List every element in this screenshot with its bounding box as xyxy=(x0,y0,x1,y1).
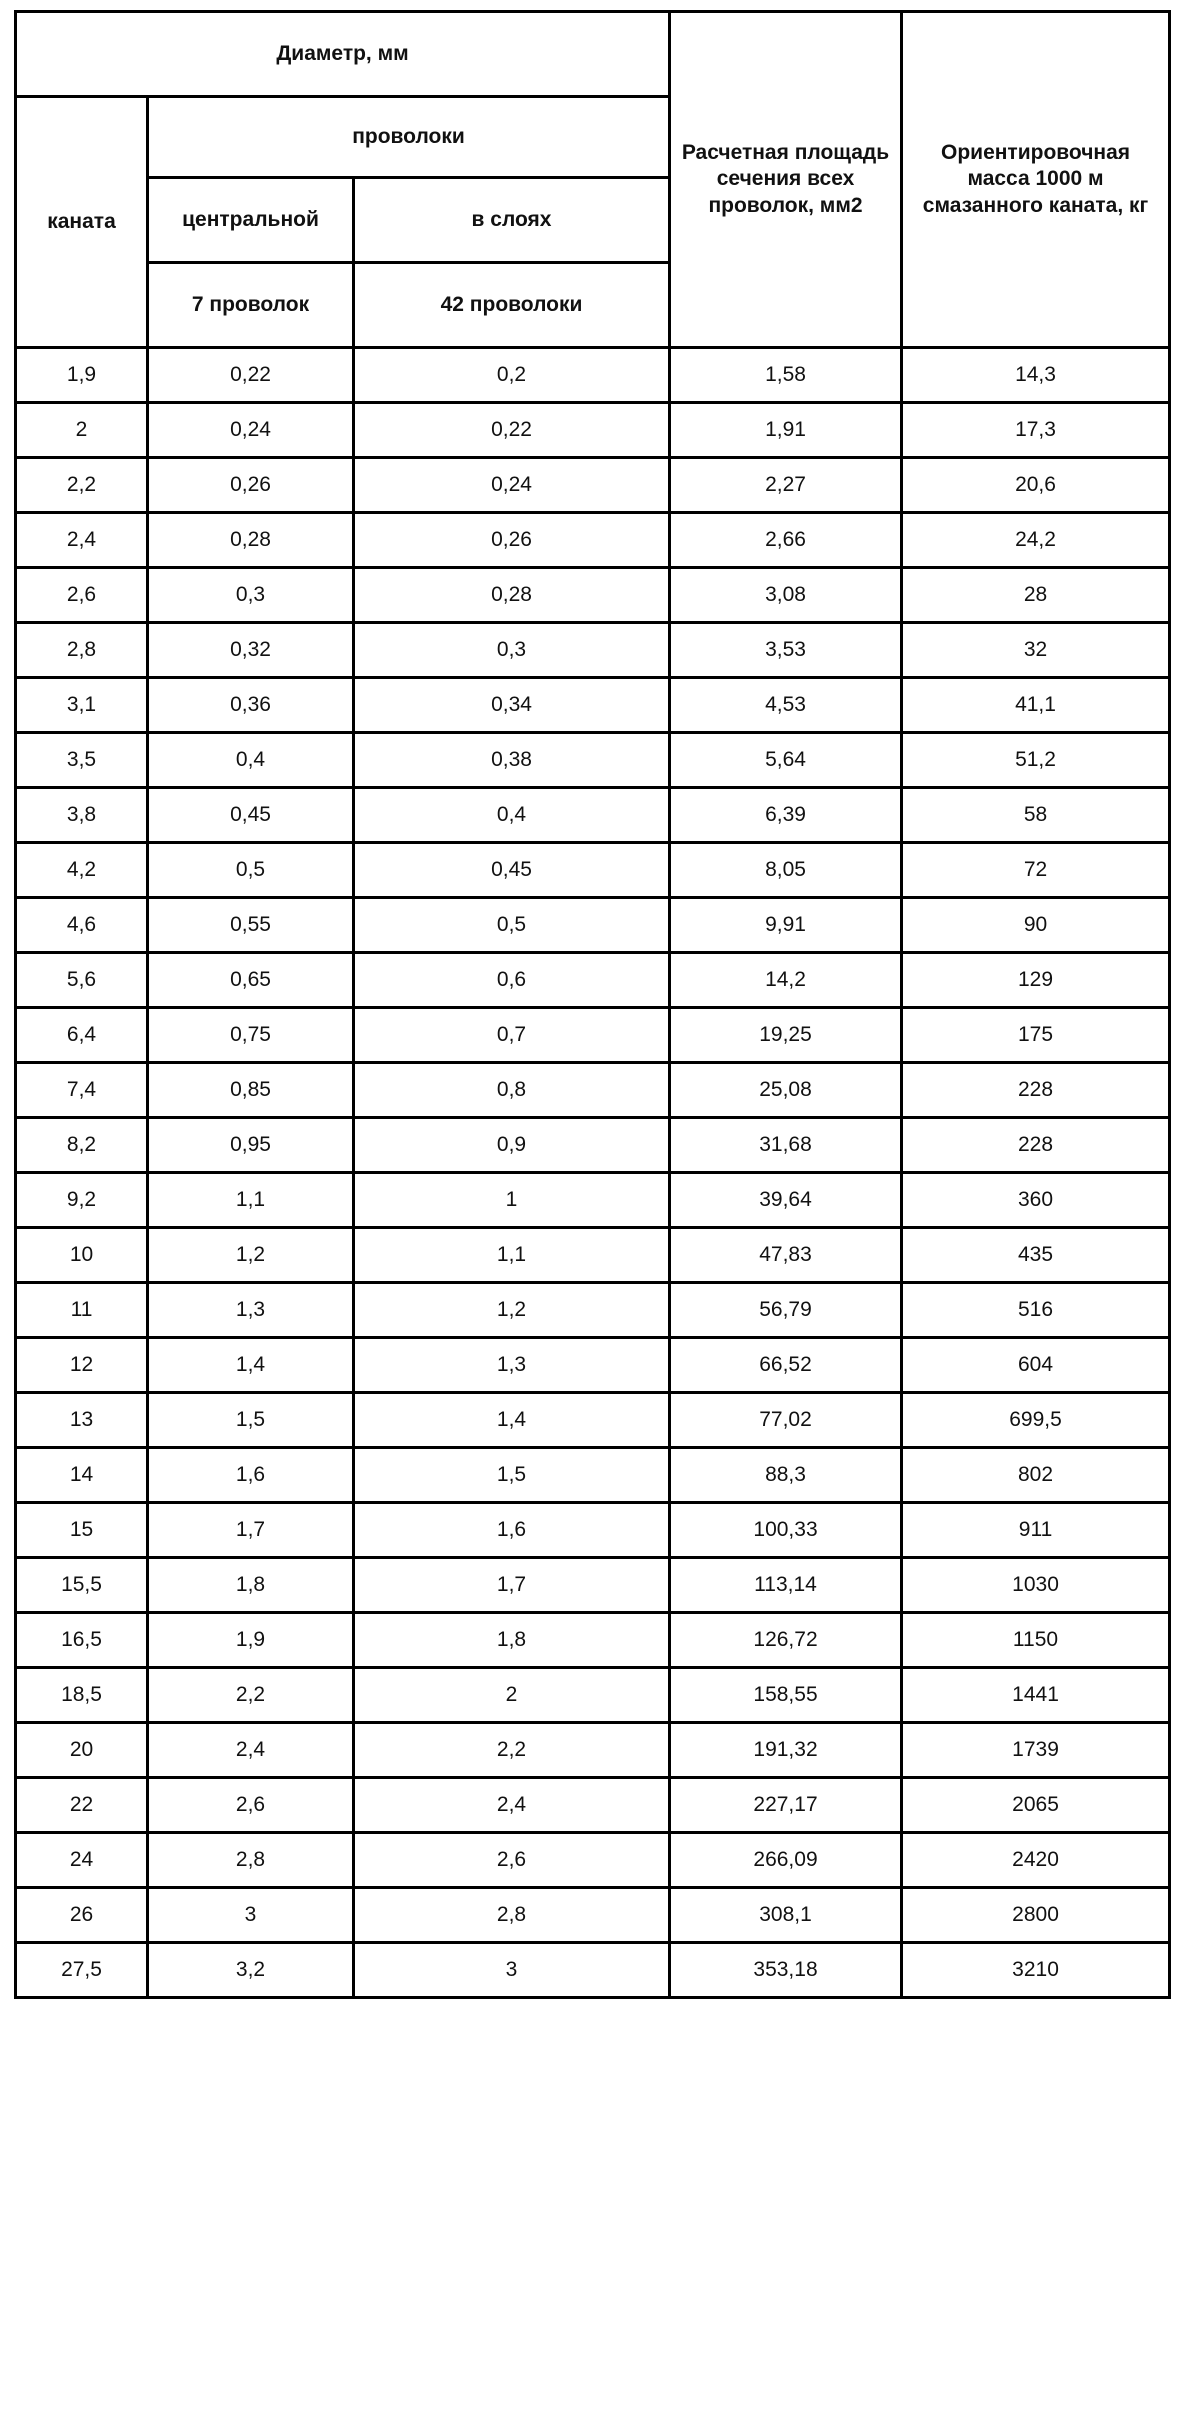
cell-central-wire: 0,24 xyxy=(148,403,354,458)
cell-layer-wire: 2,8 xyxy=(354,1888,670,1943)
header-mass: Ориентировочная масса 1000 м смазанного каната, кг xyxy=(902,12,1170,348)
cell-layer-wire: 0,5 xyxy=(354,898,670,953)
table-row xyxy=(16,1558,1170,1613)
cell-layer-wire: 0,24 xyxy=(354,458,670,513)
cell-layer-wire: 1,7 xyxy=(354,1558,670,1613)
rope-specification-table xyxy=(14,10,1171,1999)
cell-rope-diameter: 2,4 xyxy=(16,513,148,568)
cell-central-wire: 0,65 xyxy=(148,953,354,1008)
cell-mass: 14,3 xyxy=(902,348,1170,403)
cell-section-area: 31,68 xyxy=(670,1118,902,1173)
table-row xyxy=(16,1173,1170,1228)
header-diameter-group: Диаметр, мм xyxy=(16,12,670,97)
cell-layer-wire: 1,4 xyxy=(354,1393,670,1448)
cell-layer-wire: 0,6 xyxy=(354,953,670,1008)
cell-layer-wire: 1,6 xyxy=(354,1503,670,1558)
cell-rope-diameter: 24 xyxy=(16,1833,148,1888)
table-row xyxy=(16,1283,1170,1338)
cell-layer-wire: 0,38 xyxy=(354,733,670,788)
cell-rope-diameter: 18,5 xyxy=(16,1668,148,1723)
table-row xyxy=(16,348,1170,403)
cell-mass: 17,3 xyxy=(902,403,1170,458)
header-area: Расчетная площадь сечения всех проволок, мм2 xyxy=(670,12,902,348)
header-in-layers: в слоях xyxy=(354,178,670,263)
cell-central-wire: 0,4 xyxy=(148,733,354,788)
cell-layer-wire: 0,22 xyxy=(354,403,670,458)
header-wires-group: проволоки xyxy=(148,97,670,178)
cell-central-wire: 1,9 xyxy=(148,1613,354,1668)
cell-section-area: 353,18 xyxy=(670,1943,902,1998)
cell-section-area: 191,32 xyxy=(670,1723,902,1778)
cell-rope-diameter: 2,8 xyxy=(16,623,148,678)
cell-rope-diameter: 9,2 xyxy=(16,1173,148,1228)
cell-central-wire: 0,75 xyxy=(148,1008,354,1063)
cell-layer-wire: 0,8 xyxy=(354,1063,670,1118)
cell-layer-wire: 0,2 xyxy=(354,348,670,403)
cell-mass: 175 xyxy=(902,1008,1170,1063)
cell-rope-diameter: 11 xyxy=(16,1283,148,1338)
cell-central-wire: 1,2 xyxy=(148,1228,354,1283)
cell-section-area: 66,52 xyxy=(670,1338,902,1393)
cell-rope-diameter: 7,4 xyxy=(16,1063,148,1118)
cell-layer-wire: 2,4 xyxy=(354,1778,670,1833)
cell-mass: 228 xyxy=(902,1063,1170,1118)
cell-layer-wire: 0,45 xyxy=(354,843,670,898)
cell-central-wire: 2,4 xyxy=(148,1723,354,1778)
cell-central-wire: 0,5 xyxy=(148,843,354,898)
table-row xyxy=(16,953,1170,1008)
cell-section-area: 25,08 xyxy=(670,1063,902,1118)
cell-layer-wire: 0,34 xyxy=(354,678,670,733)
cell-central-wire: 0,95 xyxy=(148,1118,354,1173)
cell-central-wire: 0,55 xyxy=(148,898,354,953)
cell-central-wire: 1,4 xyxy=(148,1338,354,1393)
table-row xyxy=(16,1008,1170,1063)
cell-layer-wire: 1,8 xyxy=(354,1613,670,1668)
cell-section-area: 1,58 xyxy=(670,348,902,403)
cell-mass: 1739 xyxy=(902,1723,1170,1778)
cell-layer-wire: 0,4 xyxy=(354,788,670,843)
table-row xyxy=(16,1833,1170,1888)
cell-mass: 516 xyxy=(902,1283,1170,1338)
table-row xyxy=(16,403,1170,458)
cell-layer-wire: 1,3 xyxy=(354,1338,670,1393)
cell-central-wire: 1,7 xyxy=(148,1503,354,1558)
cell-section-area: 14,2 xyxy=(670,953,902,1008)
cell-mass: 51,2 xyxy=(902,733,1170,788)
cell-central-wire: 0,32 xyxy=(148,623,354,678)
cell-mass: 2065 xyxy=(902,1778,1170,1833)
cell-mass: 3210 xyxy=(902,1943,1170,1998)
table-body xyxy=(16,348,1170,1998)
cell-rope-diameter: 12 xyxy=(16,1338,148,1393)
cell-mass: 41,1 xyxy=(902,678,1170,733)
table-row xyxy=(16,898,1170,953)
cell-mass: 699,5 xyxy=(902,1393,1170,1448)
cell-layer-wire: 1,1 xyxy=(354,1228,670,1283)
cell-layer-wire: 0,3 xyxy=(354,623,670,678)
cell-rope-diameter: 2 xyxy=(16,403,148,458)
cell-central-wire: 0,26 xyxy=(148,458,354,513)
cell-section-area: 5,64 xyxy=(670,733,902,788)
header-central: центральной xyxy=(148,178,354,263)
cell-mass: 72 xyxy=(902,843,1170,898)
table-row xyxy=(16,1448,1170,1503)
table-row xyxy=(16,1778,1170,1833)
cell-rope-diameter: 3,5 xyxy=(16,733,148,788)
cell-mass: 1441 xyxy=(902,1668,1170,1723)
table-row xyxy=(16,1228,1170,1283)
cell-rope-diameter: 1,9 xyxy=(16,348,148,403)
cell-layer-wire: 1,5 xyxy=(354,1448,670,1503)
cell-rope-diameter: 15,5 xyxy=(16,1558,148,1613)
cell-central-wire: 0,36 xyxy=(148,678,354,733)
cell-layer-wire: 1,2 xyxy=(354,1283,670,1338)
cell-rope-diameter: 5,6 xyxy=(16,953,148,1008)
cell-rope-diameter: 6,4 xyxy=(16,1008,148,1063)
table-row xyxy=(16,458,1170,513)
table-row xyxy=(16,623,1170,678)
cell-section-area: 3,53 xyxy=(670,623,902,678)
cell-section-area: 56,79 xyxy=(670,1283,902,1338)
cell-central-wire: 3 xyxy=(148,1888,354,1943)
cell-mass: 228 xyxy=(902,1118,1170,1173)
cell-section-area: 266,09 xyxy=(670,1833,902,1888)
cell-section-area: 4,53 xyxy=(670,678,902,733)
header-central-count: 7 проволок xyxy=(148,263,354,348)
cell-rope-diameter: 4,2 xyxy=(16,843,148,898)
cell-mass: 129 xyxy=(902,953,1170,1008)
header-layers-count: 42 проволоки xyxy=(354,263,670,348)
cell-layer-wire: 0,26 xyxy=(354,513,670,568)
table-row xyxy=(16,1888,1170,1943)
cell-section-area: 2,27 xyxy=(670,458,902,513)
cell-mass: 802 xyxy=(902,1448,1170,1503)
cell-mass: 435 xyxy=(902,1228,1170,1283)
table-row xyxy=(16,678,1170,733)
cell-rope-diameter: 14 xyxy=(16,1448,148,1503)
cell-section-area: 2,66 xyxy=(670,513,902,568)
cell-layer-wire: 1 xyxy=(354,1173,670,1228)
cell-layer-wire: 2 xyxy=(354,1668,670,1723)
cell-section-area: 1,91 xyxy=(670,403,902,458)
cell-section-area: 88,3 xyxy=(670,1448,902,1503)
table-row xyxy=(16,1943,1170,1998)
cell-central-wire: 0,28 xyxy=(148,513,354,568)
table-row xyxy=(16,788,1170,843)
cell-section-area: 6,39 xyxy=(670,788,902,843)
cell-central-wire: 0,45 xyxy=(148,788,354,843)
cell-section-area: 77,02 xyxy=(670,1393,902,1448)
cell-section-area: 3,08 xyxy=(670,568,902,623)
cell-section-area: 308,1 xyxy=(670,1888,902,1943)
cell-layer-wire: 0,28 xyxy=(354,568,670,623)
cell-rope-diameter: 8,2 xyxy=(16,1118,148,1173)
cell-mass: 2420 xyxy=(902,1833,1170,1888)
cell-central-wire: 2,6 xyxy=(148,1778,354,1833)
cell-central-wire: 1,5 xyxy=(148,1393,354,1448)
cell-mass: 2800 xyxy=(902,1888,1170,1943)
cell-central-wire: 1,3 xyxy=(148,1283,354,1338)
cell-rope-diameter: 3,8 xyxy=(16,788,148,843)
cell-mass: 20,6 xyxy=(902,458,1170,513)
cell-mass: 1150 xyxy=(902,1613,1170,1668)
cell-layer-wire: 0,9 xyxy=(354,1118,670,1173)
table-row xyxy=(16,1118,1170,1173)
cell-rope-diameter: 2,2 xyxy=(16,458,148,513)
cell-layer-wire: 3 xyxy=(354,1943,670,1998)
cell-central-wire: 1,1 xyxy=(148,1173,354,1228)
cell-section-area: 19,25 xyxy=(670,1008,902,1063)
cell-rope-diameter: 16,5 xyxy=(16,1613,148,1668)
table-row xyxy=(16,733,1170,788)
cell-rope-diameter: 3,1 xyxy=(16,678,148,733)
cell-section-area: 227,17 xyxy=(670,1778,902,1833)
cell-mass: 360 xyxy=(902,1173,1170,1228)
table-header xyxy=(16,12,1170,348)
cell-rope-diameter: 20 xyxy=(16,1723,148,1778)
cell-mass: 32 xyxy=(902,623,1170,678)
cell-section-area: 9,91 xyxy=(670,898,902,953)
header-row-1 xyxy=(16,12,1170,97)
cell-rope-diameter: 22 xyxy=(16,1778,148,1833)
cell-central-wire: 0,3 xyxy=(148,568,354,623)
cell-mass: 24,2 xyxy=(902,513,1170,568)
cell-rope-diameter: 27,5 xyxy=(16,1943,148,1998)
cell-rope-diameter: 13 xyxy=(16,1393,148,1448)
cell-central-wire: 0,85 xyxy=(148,1063,354,1118)
cell-central-wire: 0,22 xyxy=(148,348,354,403)
cell-layer-wire: 0,7 xyxy=(354,1008,670,1063)
table-row xyxy=(16,843,1170,898)
cell-central-wire: 1,6 xyxy=(148,1448,354,1503)
cell-rope-diameter: 15 xyxy=(16,1503,148,1558)
cell-rope-diameter: 4,6 xyxy=(16,898,148,953)
cell-mass: 1030 xyxy=(902,1558,1170,1613)
header-rope: каната xyxy=(16,97,148,348)
table-row xyxy=(16,1393,1170,1448)
cell-section-area: 100,33 xyxy=(670,1503,902,1558)
cell-central-wire: 2,2 xyxy=(148,1668,354,1723)
cell-section-area: 126,72 xyxy=(670,1613,902,1668)
table-row xyxy=(16,1338,1170,1393)
cell-section-area: 47,83 xyxy=(670,1228,902,1283)
cell-central-wire: 2,8 xyxy=(148,1833,354,1888)
cell-layer-wire: 2,2 xyxy=(354,1723,670,1778)
cell-rope-diameter: 10 xyxy=(16,1228,148,1283)
cell-central-wire: 1,8 xyxy=(148,1558,354,1613)
cell-mass: 90 xyxy=(902,898,1170,953)
table-row xyxy=(16,1668,1170,1723)
cell-layer-wire: 2,6 xyxy=(354,1833,670,1888)
table-row xyxy=(16,1723,1170,1778)
cell-section-area: 8,05 xyxy=(670,843,902,898)
cell-section-area: 158,55 xyxy=(670,1668,902,1723)
cell-mass: 58 xyxy=(902,788,1170,843)
table-row xyxy=(16,1613,1170,1668)
cell-rope-diameter: 26 xyxy=(16,1888,148,1943)
cell-rope-diameter: 2,6 xyxy=(16,568,148,623)
table-row xyxy=(16,513,1170,568)
cell-central-wire: 3,2 xyxy=(148,1943,354,1998)
table-row xyxy=(16,568,1170,623)
cell-mass: 28 xyxy=(902,568,1170,623)
cell-mass: 911 xyxy=(902,1503,1170,1558)
cell-section-area: 39,64 xyxy=(670,1173,902,1228)
table-row xyxy=(16,1063,1170,1118)
cell-section-area: 113,14 xyxy=(670,1558,902,1613)
cell-mass: 604 xyxy=(902,1338,1170,1393)
table-row xyxy=(16,1503,1170,1558)
